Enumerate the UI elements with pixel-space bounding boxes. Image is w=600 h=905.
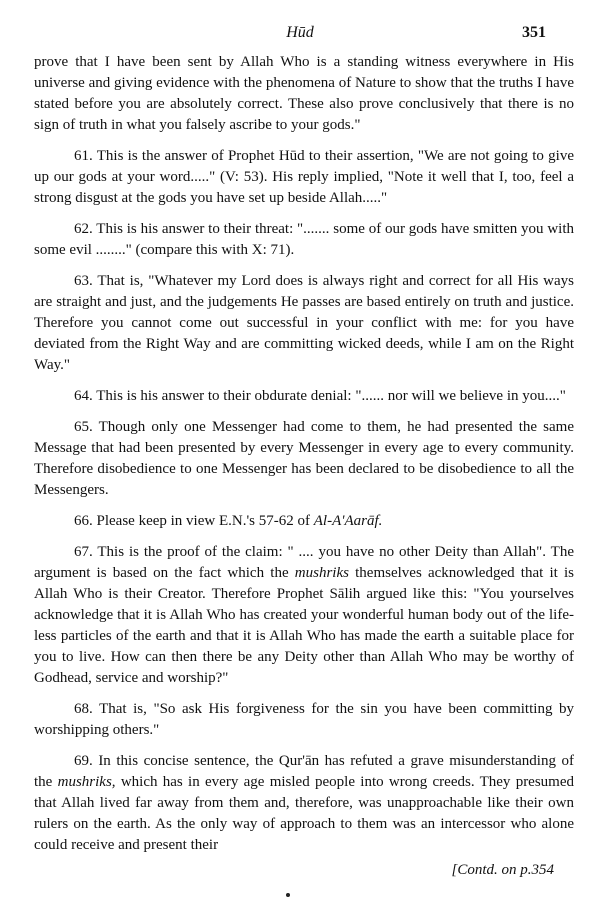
note-65 (34, 417, 574, 501)
note-61 (34, 146, 574, 209)
note-66 (34, 511, 574, 532)
note-italic-term: Al-A'Aarāf. (313, 513, 383, 529)
note-text: That is, "Whatever my Lord does is always right and correct for all His ways are straight and just, and the judgements He passes are based entirely on truth and justice. Therefore you cannot come out successful in your conflict with me: for you have deviated from the Right Way and are committing wicked deeds, while I am on the Right Way." (34, 273, 575, 373)
page-mark (286, 893, 290, 897)
note-number: 68. (74, 701, 93, 717)
note-text: This is his answer to their threat: "....... some of our gods have smitten you with some evil ........" (compare this with X: 71). (34, 221, 575, 258)
continuation-paragraph: prove that I have been sent by Allah Who is a standing witness everywhere in His universe and giving evidence with the phenomena of Nature to show that the truths I have stated before you are absolutely correct. These also prove conclusively that there is no sign of truth in what you falsely ascribe to your gods." (34, 54, 574, 133)
note-text: Please keep in view E.N.'s 57-62 of (96, 513, 314, 529)
note-text: This is the answer of Prophet Hūd to their assertion, "We are not going to give up our gods at your word....." (V: 53). His reply implied, "Note it well that I, too, feel a strong disgust at the gods you have set up beside Allah....." (34, 148, 574, 206)
note-number: 69. (74, 753, 93, 769)
continued-note: [Contd. on p.354 (451, 862, 554, 878)
note-italic-term: mushriks (294, 565, 349, 581)
note-67 (34, 542, 574, 689)
note-text: That is, "So ask His forgiveness for the sin you have been committing by worshipping others." (34, 701, 575, 738)
page-body (34, 52, 574, 866)
page-header (0, 24, 600, 48)
note-number: 67. (74, 544, 93, 560)
page-number: 351 (522, 24, 546, 41)
note-number: 65. (74, 419, 93, 435)
note-text: which has in every age misled people into wrong creeds. They presumed that Allah lived far away from them and, therefore, was unapproachable like their own rulers on the earth. As the only way of approach to them was an intercessor who alone could receive and present their (34, 774, 575, 853)
note-number: 66. (74, 513, 93, 529)
note-text: This is his answer to their obdurate denial: "...... nor will we believe in you...." (96, 388, 566, 404)
note-text: This is the proof of the claim: " .... you have no other Deity than Allah". The argument is based on the fact which the (34, 544, 574, 581)
note-63 (34, 271, 574, 376)
note-text: Though only one Messenger had come to them, he had presented the same Message that had been presented by every Messenger in every age to every community. Therefore disobedience to one Messenger has been declared to be disobedience to all the Messengers. (34, 419, 575, 498)
note-64 (34, 386, 574, 407)
note-italic-term: mushriks, (57, 774, 116, 790)
running-title: Hūd (286, 24, 314, 41)
note-62 (34, 219, 574, 261)
note-69 (34, 751, 574, 856)
note-text: themselves acknowledged that it is Allah Who is their Creator. Therefore Prophet Sālih argued like this: "You yourselves acknowledge that it is Allah Who has created your wonderful human body out of the life-less particles of the earth and that it is Allah Who has made the earth a suitable place for you to live. How can then there be any Deity other than Allah Who may be worthy of Godhead, service and worship?" (34, 565, 574, 686)
note-number: 64. (74, 388, 93, 404)
note-number: 61. (74, 148, 93, 164)
note-68 (34, 699, 574, 741)
note-number: 63. (74, 273, 93, 289)
note-number: 62. (74, 221, 93, 237)
note-text: In this concise sentence, the Qur'ān has refuted a grave misunderstanding of the (34, 753, 575, 790)
